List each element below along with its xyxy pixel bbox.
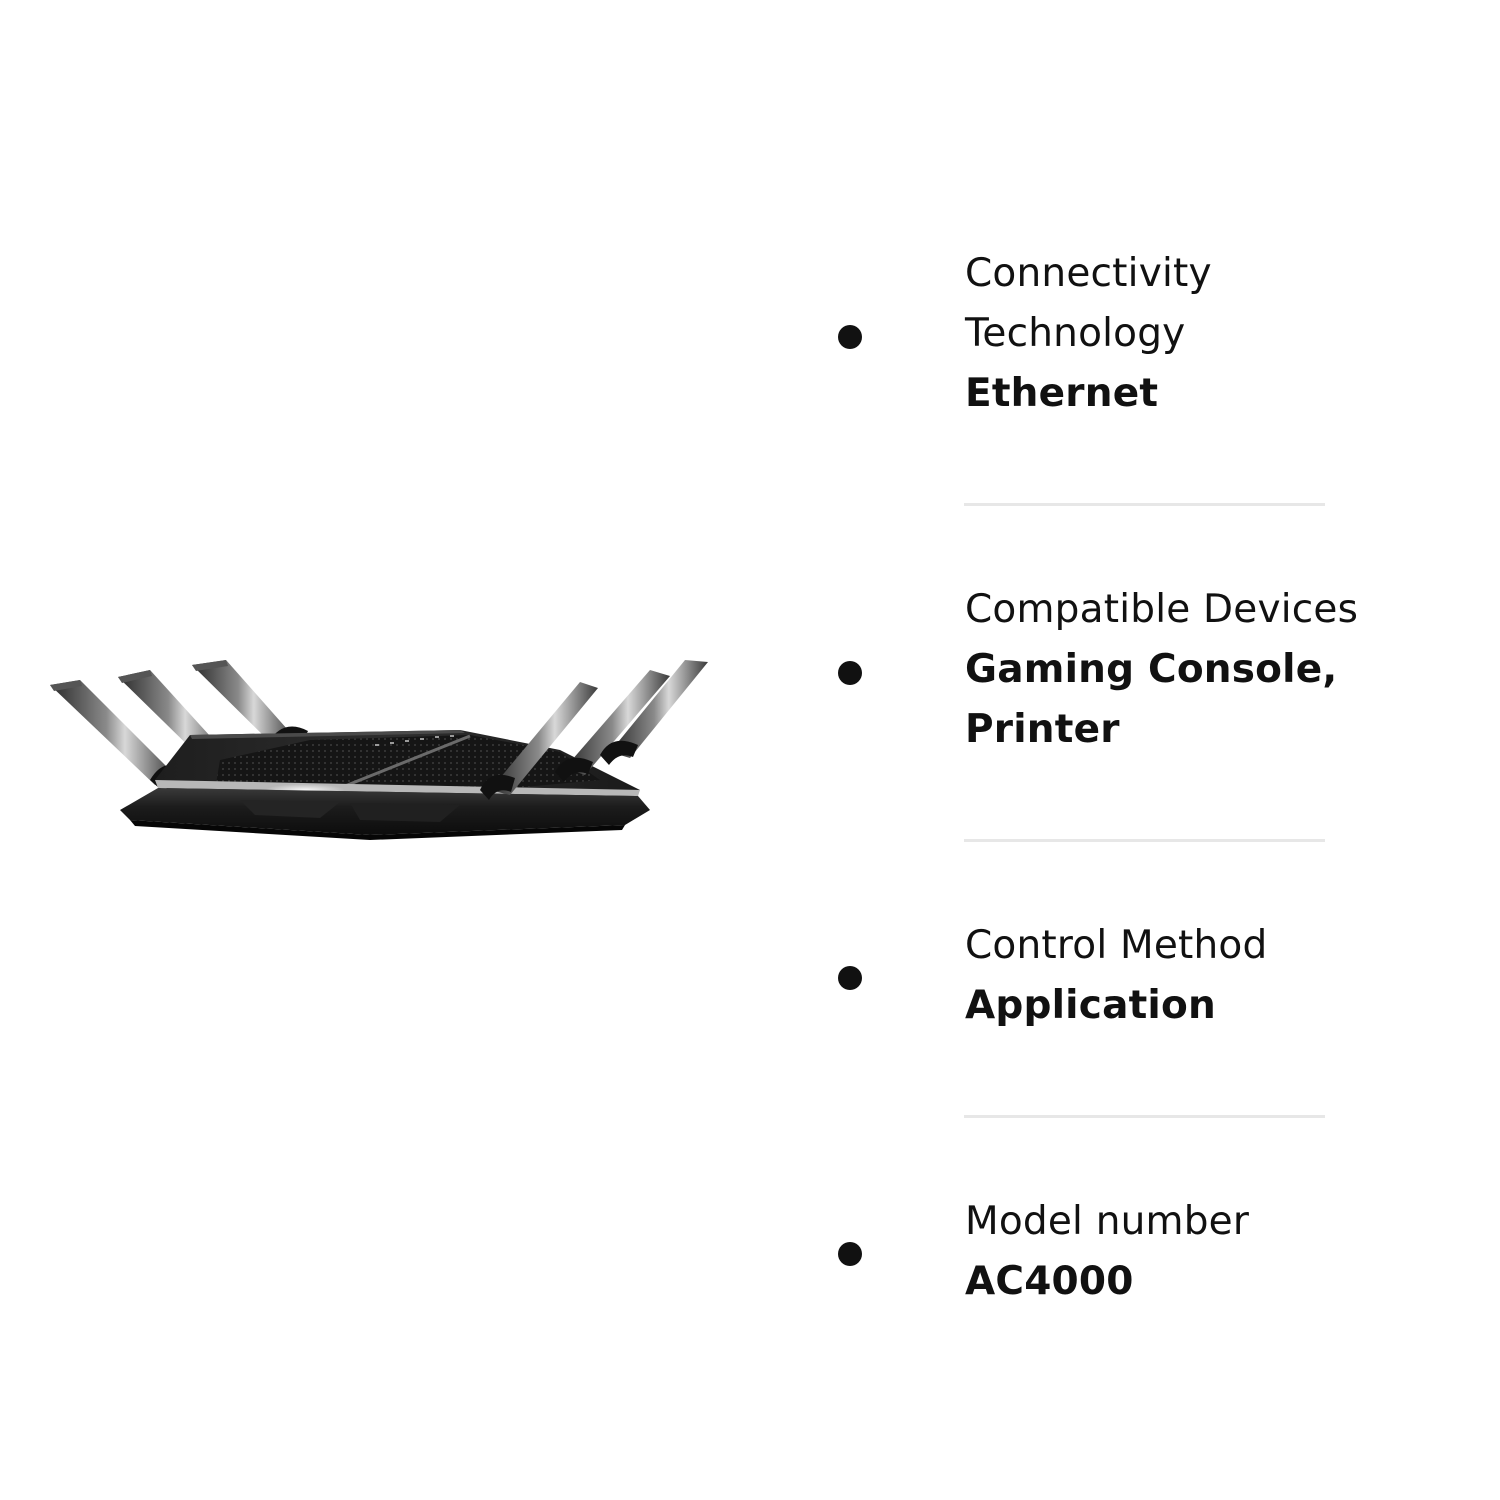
spec-item-model-number — [965, 1192, 1395, 1312]
spec-value: Ethernet — [965, 371, 1159, 416]
spec-label: Model number — [965, 1199, 1250, 1244]
spec-item-control-method — [965, 916, 1395, 1036]
divider — [964, 839, 1325, 842]
spec-label: Connectivity Technology — [965, 251, 1212, 356]
bullet-icon — [838, 966, 862, 990]
spec-item-compatible-devices — [965, 580, 1395, 760]
spec-value: AC4000 — [965, 1259, 1134, 1304]
bullet-icon — [838, 661, 862, 685]
bullet-icon — [838, 325, 862, 349]
spec-item-connectivity — [965, 244, 1395, 424]
spec-label: Compatible Devices — [965, 587, 1359, 632]
divider — [964, 503, 1325, 506]
spec-value: Gaming Console, Printer — [965, 647, 1338, 752]
bullet-icon — [838, 1242, 862, 1266]
spec-value: Application — [965, 983, 1216, 1028]
divider — [964, 1115, 1325, 1118]
spec-label: Control Method — [965, 923, 1268, 968]
